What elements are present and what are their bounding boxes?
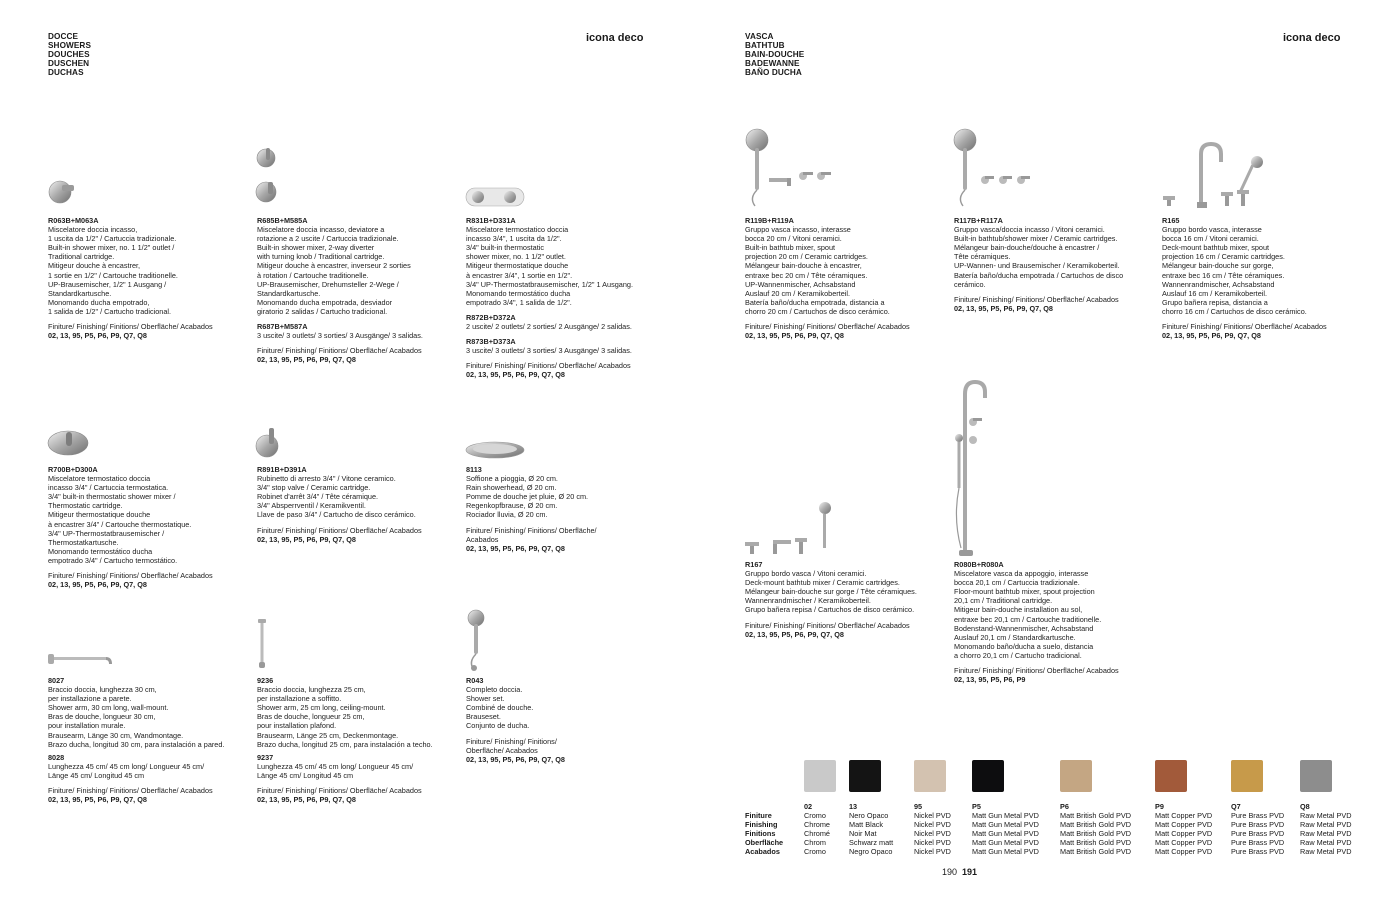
description-line: Gruppo bordo vasca, interasse — [1162, 225, 1262, 235]
description-line: Floor-mount bathtub mixer, spout projection — [954, 587, 1095, 597]
brand-title: icona deco — [1283, 32, 1341, 44]
category-line: VASCA — [745, 32, 774, 41]
product-code: R119B+R119A — [745, 216, 794, 225]
finish-swatch-02 — [804, 760, 836, 792]
product-code: 8027 — [48, 676, 65, 685]
bathtub-wall-set-image — [743, 126, 837, 210]
finishing-label: Finiture/ Finishing/ Finitions/ Oberfläche/ Acabados — [48, 322, 213, 332]
finish-code: Q8 — [1300, 802, 1310, 811]
description-line: Shower set. — [466, 694, 505, 704]
finish-name: Matt British Gold PVD — [1060, 847, 1131, 857]
product-r080b — [954, 560, 1119, 684]
finish-text-p5 — [972, 802, 1039, 857]
thermostatic-mixer-image — [46, 428, 90, 458]
deck-mount-set-image — [743, 494, 833, 556]
description-line: Brazo ducha, longitud 30 cm, para instalación a pared. — [48, 739, 225, 749]
ceiling-arm-image — [256, 618, 268, 670]
product-r891b — [257, 465, 422, 544]
finishing-codes: 02, 13, 95, P5, P6, P9 — [954, 675, 1026, 685]
product-r167 — [745, 560, 917, 639]
finish-language-label: Oberfläche — [745, 838, 784, 848]
finishing-label: Acabados — [466, 534, 499, 544]
finish-language-label: Acabados — [745, 847, 780, 857]
description-line: chorro 16 cm / Cartuchos de disco cerámico. — [1162, 306, 1307, 316]
description-line: incasso 3/4", 1 uscita da 1/2". — [466, 234, 562, 244]
description-line: Miscelatore termostatico doccia — [48, 474, 151, 484]
description-line: Lunghezza 45 cm/ 45 cm long/ Longueur 45 cm/ — [48, 761, 205, 771]
finish-name: Matt Gun Metal PVD — [972, 847, 1039, 857]
finish-name: Negro Opaco — [849, 847, 893, 857]
finish-code: P9 — [1155, 802, 1164, 811]
category-heading — [745, 32, 804, 77]
shower-arm-image — [46, 648, 116, 670]
finish-name: Pure Brass PVD — [1231, 811, 1285, 821]
description-line: Bras de douche, longueur 30 cm, — [48, 712, 156, 722]
finish-name: Nero Opaco — [849, 811, 889, 821]
description-line: 3/4" built-in thermostatic — [466, 243, 545, 253]
finishing-label: Finiture/ Finishing/ Finitions/ Oberfläche/ Acabados — [745, 620, 910, 630]
description-line: Thermostatic cartridge. — [48, 501, 123, 511]
finish-name: Raw Metal PVD — [1300, 811, 1352, 821]
description-line: UP-Brausemischer, 1/2" 1 Ausgang / — [48, 279, 167, 289]
finishing-label: Finiture/ Finishing/ Finitions/ Oberfläche/ Acabados — [257, 346, 422, 356]
description-line: Mitigeur thermostatique douche — [466, 261, 569, 271]
description-line: Miscelatore vasca da appoggio, interasse — [954, 569, 1089, 579]
description-line: Wannenrandmischer / Keramikoberteil. — [745, 596, 871, 606]
finish-swatch-p6 — [1060, 760, 1092, 792]
description-line: Mitigeur thermostatique douche — [48, 510, 151, 520]
description-line: Rubinetto di arresto 3/4" / Vitone ceramico. — [257, 474, 396, 484]
finish-code: Q7 — [1231, 802, 1241, 811]
description-line: 20,1 cm / Traditional cartridge. — [954, 596, 1053, 606]
product-code: R167 — [745, 560, 763, 569]
finishing-codes: 02, 13, 95, P5, P6, P9, Q7, Q8 — [257, 795, 356, 805]
finish-text-q8 — [1300, 802, 1352, 857]
description-line: projection 20 cm / Ceramic cartridges. — [745, 252, 868, 262]
finishing-label: Finiture/ Finishing/ Finitions/ Oberfläche/ Acabados — [257, 786, 422, 796]
description-line: Braccio doccia, lunghezza 30 cm, — [48, 685, 157, 695]
description-line: Monomando ducha empotrado, — [48, 297, 150, 307]
category-line: DOUCHES — [48, 50, 90, 59]
finish-text-02 — [804, 802, 830, 857]
description-line: cerámico. — [954, 279, 986, 289]
product-r165 — [1162, 216, 1327, 340]
product-9236 — [257, 676, 433, 804]
category-line: DUCHAS — [48, 68, 84, 77]
category-line: DUSCHEN — [48, 59, 90, 68]
description-line: Mitigeur douche à encastrer, — [48, 261, 141, 271]
description-line: Deck-mount bathtub mixer, spout — [1162, 243, 1270, 253]
product-8027 — [48, 676, 224, 804]
description-line: Mélangeur bain-douche sur gorge, — [1162, 261, 1274, 271]
finishing-codes: 02, 13, 95, P5, P6, P9, Q7, Q8 — [48, 580, 147, 590]
product-code: R873B+D373A — [466, 337, 516, 347]
finish-name: Matt Copper PVD — [1155, 811, 1213, 821]
finishing-codes: 02, 13, 95, P5, P6, P9, Q7, Q8 — [745, 629, 844, 639]
finish-name: Pure Brass PVD — [1231, 820, 1285, 830]
finish-name: Nickel PVD — [914, 838, 951, 848]
finish-name: Pure Brass PVD — [1231, 838, 1285, 848]
description-line: Batería baño/ducha empotrada, distancia a — [745, 297, 885, 307]
description-line: Bodenstand-Wannenmischer, Achsabstand — [954, 623, 1094, 633]
finishing-label: Finiture/ Finishing/ Finitions/ Oberfläche/ Acabados — [954, 666, 1119, 676]
description-line: chorro 20 cm / Cartuchos de disco cerámico. — [745, 306, 890, 316]
description-line: à encastrer 3/4" / Cartouche thermostatique. — [48, 519, 192, 529]
category-line: DOCCE — [48, 32, 79, 41]
description-line: Thermostatkartusche. — [48, 537, 119, 547]
finishing-label: Oberfläche/ Acabados — [466, 745, 538, 755]
finishes-legend — [745, 760, 1385, 860]
finish-name: Chrome — [804, 820, 830, 830]
description-line: Traditional cartridge. — [48, 252, 115, 262]
description-line: à rotation / Cartouche traditionelle. — [257, 270, 369, 280]
description-line: Mitigeur bain-douche installation au sol, — [954, 605, 1083, 615]
finish-language-label: Finitions — [745, 829, 776, 839]
description-line: 3/4" UP-Thermostatbrausemischer / — [48, 528, 165, 538]
description-line: Robinet d'arrêt 3/4" / Tête céramique. — [257, 492, 379, 502]
description-line: Shower arm, 25 cm long, ceiling-mount. — [257, 703, 386, 713]
product-code: 9237 — [257, 752, 274, 762]
product-code: 9236 — [257, 676, 274, 685]
description-line: Wannenrandmischer, Achsabstand — [1162, 279, 1275, 289]
description-line: Conjunto de ducha. — [466, 721, 530, 731]
wall-mixer-image — [46, 176, 80, 210]
product-8113 — [466, 465, 597, 553]
bathtub-shower-set-image — [951, 126, 1037, 210]
finish-name: Chrom — [804, 838, 826, 848]
finish-swatch-q7 — [1231, 760, 1263, 792]
finish-name: Matt British Gold PVD — [1060, 811, 1131, 821]
finish-name: Raw Metal PVD — [1300, 820, 1352, 830]
description-line: Auslauf 20 cm / Keramikoberteil. — [745, 288, 851, 298]
page-number-right: 191 — [962, 867, 978, 877]
finishing-codes: 02, 13, 95, P5, P6, P9, Q7, Q8 — [48, 795, 147, 805]
finishing-label: Finiture/ Finishing/ Finitions/ Oberfläche/ Acabados — [466, 361, 631, 371]
finishing-codes: 02, 13, 95, P5, P6, P9, Q7, Q8 — [954, 303, 1053, 313]
description-line: Gruppo vasca incasso, interasse — [745, 225, 851, 235]
description-line: Miscelatore doccia incasso, — [48, 225, 138, 235]
product-code: R165 — [1162, 216, 1180, 225]
description-line: UP-Wannen- und Brausemischer / Keramikoberteil. — [954, 261, 1120, 271]
description-line: per installazione a soffitto. — [257, 694, 342, 704]
description-line: bocca 20 cm / Vitoni ceramici. — [745, 234, 842, 244]
finish-name: Matt British Gold PVD — [1060, 820, 1131, 830]
finish-name: Nickel PVD — [914, 847, 951, 857]
description-line: bocca 16 cm / Vitoni ceramici. — [1162, 234, 1259, 244]
description-line: Mélangeur bain-douche à encastrer, — [745, 261, 862, 271]
finish-name: Matt Gun Metal PVD — [972, 829, 1039, 839]
description-line: UP-Brausemischer, Drehumsteller 2-Wege / — [257, 279, 399, 289]
finish-name: Cromo — [804, 847, 826, 857]
description-line: Built-in bathtub mixer, spout — [745, 243, 836, 253]
finishing-codes: 02, 13, 95, P5, P6, P9, Q7, Q8 — [257, 355, 356, 365]
description-line: rotazione a 2 uscite / Cartuccia tradizionale. — [257, 234, 399, 244]
description-line: Built-in bathtub/shower mixer / Ceramic cartridges. — [954, 234, 1118, 244]
description-line: Grupo bañera repisa / Cartuchos de disco cerámico. — [745, 605, 915, 615]
description-line: Mélangeur bain-douche/douche à encastrer / — [954, 243, 1100, 253]
description-line: Länge 45 cm/ Longitud 45 cm — [257, 770, 354, 780]
finish-text-13 — [849, 802, 893, 857]
finishing-label: Finiture/ Finishing/ Finitions/ — [466, 736, 557, 746]
description-line: 1 sortie en 1/2" / Cartouche traditionelle. — [48, 270, 178, 280]
product-code: 8028 — [48, 752, 65, 762]
page-number-left: 190 — [942, 867, 958, 877]
finish-code: 95 — [914, 802, 923, 811]
finish-name: Matt Black — [849, 820, 884, 830]
description-line: projection 16 cm / Ceramic cartridges. — [1162, 252, 1285, 262]
finishing-codes: 02, 13, 95, P5, P6, P9, Q7, Q8 — [257, 534, 356, 544]
description-line: Miscelatore termostatico doccia — [466, 225, 569, 235]
category-line: BAÑO DUCHA — [745, 68, 802, 77]
product-code: R685B+M585A — [257, 216, 308, 225]
description-line: Pomme de douche jet pluie, Ø 20 cm. — [466, 492, 589, 502]
finish-swatch-95 — [914, 760, 946, 792]
finishing-codes: 02, 13, 95, P5, P6, P9, Q7, Q8 — [1162, 331, 1261, 341]
finish-name: Matt Copper PVD — [1155, 838, 1213, 848]
description-line: Miscelatore doccia incasso, deviatore a — [257, 225, 385, 235]
finish-name: Nickel PVD — [914, 820, 951, 830]
diverter-mixer-image — [254, 140, 284, 212]
finish-text-q7 — [1231, 802, 1284, 857]
finish-text-p6 — [1060, 802, 1131, 857]
description-line: Mélangeur bain-douche sur gorge / Tête céramiques. — [745, 587, 917, 597]
description-line: 3/4" built-in thermostatic shower mixer / — [48, 492, 176, 502]
product-code: R117B+R117A — [954, 216, 1003, 225]
description-line: Built-in shower mixer, 2-way diverter — [257, 243, 375, 253]
description-line: incasso 3/4" / Cartuccia termostatica. — [48, 483, 169, 493]
product-r043 — [466, 676, 565, 764]
description-line: 3/4" stop valve / Ceramic cartridge. — [257, 483, 371, 493]
description-line: 3 uscite/ 3 outlets/ 3 sorties/ 3 Ausgänge/ 3 salidas. — [466, 346, 632, 356]
description-line: entraxe bec 20 cm / Tête céramiques. — [745, 270, 868, 280]
description-line: Brausearm, Länge 30 cm, Wandmontage. — [48, 730, 184, 740]
product-code: R891B+D391A — [257, 465, 307, 474]
product-r700b — [48, 465, 213, 589]
description-line: Regenkopfbrause, Ø 20 cm. — [466, 501, 558, 511]
description-line: pour installation plafond. — [257, 721, 337, 731]
rain-showerhead-image — [464, 438, 526, 460]
description-line: Batería baño/ducha empotrada / Cartuchos de disco — [954, 270, 1124, 280]
product-code: R043 — [466, 676, 484, 685]
finishing-codes: 02, 13, 95, P5, P6, P9, Q7, Q8 — [745, 331, 844, 341]
category-line: BADEWANNE — [745, 59, 800, 68]
description-line: Standardkartusche. — [257, 288, 321, 298]
product-code: R687B+M587A — [257, 322, 308, 332]
description-line: Gruppo vasca/doccia incasso / Vitoni ceramici. — [954, 225, 1105, 235]
finish-name: Pure Brass PVD — [1231, 847, 1285, 857]
description-line: 1 salida de 1/2" / Cartucho tradicional. — [48, 306, 172, 316]
description-line: per installazione a parete. — [48, 694, 132, 704]
finish-language-label: Finiture — [745, 811, 772, 820]
description-line: Mitigeur douche à encastrer, inverseur 2 sorties — [257, 261, 411, 271]
product-code: R080B+R080A — [954, 560, 1004, 569]
product-code: R872B+D372A — [466, 312, 516, 322]
finish-name: Nickel PVD — [914, 829, 951, 839]
finish-name: Matt Gun Metal PVD — [972, 838, 1039, 848]
description-line: empotrado 3/4" / Cartucho termostático. — [48, 555, 178, 565]
finish-name: Raw Metal PVD — [1300, 829, 1352, 839]
description-line: entraxe bec 20,1 cm / Cartouche traditionelle. — [954, 614, 1102, 624]
description-line: shower mixer, no. 1 1/2" outlet. — [466, 252, 566, 262]
finish-name: Schwarz matt — [849, 838, 894, 848]
description-line: Rociador lluvia, Ø 20 cm. — [466, 510, 548, 520]
finishing-label: Finiture/ Finishing/ Finitions/ Oberfläche/ — [466, 525, 597, 535]
description-line: a chorro 20,1 cm / Cartucho tradicional. — [954, 650, 1082, 660]
finish-name: Matt British Gold PVD — [1060, 829, 1131, 839]
product-code: R700B+D300A — [48, 465, 98, 474]
description-line: UP-Wannenmischer, Achsabstand — [745, 279, 856, 289]
description-line: Bras de douche, longueur 25 cm, — [257, 712, 365, 722]
product-code: R063B+M063A — [48, 216, 99, 225]
category-line: BAIN-DOUCHE — [745, 50, 805, 59]
description-line: Tête céramiques. — [954, 252, 1011, 262]
finish-name: Matt Gun Metal PVD — [972, 811, 1039, 821]
description-line: Braccio doccia, lunghezza 25 cm, — [257, 685, 366, 695]
description-line: Länge 45 cm/ Longitud 45 cm — [48, 770, 145, 780]
description-line: giratorio 2 salidas / Cartucho tradicional. — [257, 306, 388, 316]
finishing-label: Finiture/ Finishing/ Finitions/ Oberfläche/ Acabados — [48, 786, 213, 796]
finish-text-95 — [914, 802, 951, 857]
finish-name: Raw Metal PVD — [1300, 838, 1352, 848]
finish-code: 13 — [849, 802, 858, 811]
finish-name: Noir Mat — [849, 829, 877, 839]
description-line: Lunghezza 45 cm/ 45 cm long/ Longueur 45 cm/ — [257, 761, 414, 771]
description-line: Soffione a pioggia, Ø 20 cm. — [466, 474, 558, 484]
description-line: Combiné de douche. — [466, 703, 534, 713]
finishing-codes: 02, 13, 95, P5, P6, P9, Q7, Q8 — [48, 331, 147, 341]
category-line: BATHTUB — [745, 41, 785, 50]
finishing-label: Finiture/ Finishing/ Finitions/ Oberfläche/ Acabados — [48, 571, 213, 581]
description-line: Rain showerhead, Ø 20 cm. — [466, 483, 557, 493]
finish-name: Matt Copper PVD — [1155, 820, 1213, 830]
finishing-codes: 02, 13, 95, P5, P6, P9, Q7, Q8 — [466, 754, 565, 764]
description-line: Monomando termostático ducha — [48, 546, 153, 556]
finish-name: Chromé — [804, 829, 830, 839]
finishing-codes: 02, 13, 95, P5, P6, P9, Q7, Q8 — [466, 543, 565, 553]
description-line: Brausearm, Länge 25 cm, Deckenmontage. — [257, 730, 399, 740]
finish-swatch-q8 — [1300, 760, 1332, 792]
description-line: empotrado 3/4", 1 salida de 1/2". — [466, 297, 572, 307]
description-line: 3 uscite/ 3 outlets/ 3 sorties/ 3 Ausgänge/ 3 salidas. — [257, 331, 423, 341]
finish-text-p9 — [1155, 802, 1212, 857]
description-line: 1 uscita da 1/2" / Cartuccia tradizionale. — [48, 234, 177, 244]
description-line: Brauseset. — [466, 712, 501, 722]
description-line: Llave de paso 3/4" / Cartucho de disco cerámico. — [257, 510, 416, 520]
description-line: Monomando ducha empotrada, desviador — [257, 297, 393, 307]
deck-mount-mixer-image — [1159, 140, 1269, 210]
category-line: SHOWERS — [48, 41, 92, 50]
finish-name: Nickel PVD — [914, 811, 951, 821]
finish-name: Matt Copper PVD — [1155, 829, 1213, 839]
finishing-label: Finiture/ Finishing/ Finitions/ Oberfläche/ Acabados — [954, 294, 1119, 304]
description-line: Monomando baño/ducha a suelo, distancia — [954, 641, 1094, 651]
finishing-label: Finiture/ Finishing/ Finitions/ Oberfläche/ Acabados — [745, 322, 910, 332]
finish-swatch-p9 — [1155, 760, 1187, 792]
stop-valve-image — [254, 424, 282, 460]
finish-name: Matt British Gold PVD — [1060, 838, 1131, 848]
description-line: à encastrer 3/4", 1 sortie en 1/2". — [466, 270, 573, 280]
description-line: Deck-mount bathtub mixer / Ceramic cartridges. — [745, 578, 900, 588]
finish-name: Matt Gun Metal PVD — [972, 820, 1039, 830]
finish-swatch-p5 — [972, 760, 1004, 792]
product-r119b — [745, 216, 910, 340]
product-r117b — [954, 216, 1123, 313]
thermostatic-plate-image — [464, 184, 526, 210]
finish-swatch-13 — [849, 760, 881, 792]
finish-language-label: Finishing — [745, 820, 778, 830]
finish-code: 02 — [804, 802, 813, 811]
finish-name: Raw Metal PVD — [1300, 847, 1352, 857]
description-line: Completo doccia. — [466, 685, 523, 695]
finish-code: P5 — [972, 802, 981, 811]
shower-set-image — [464, 608, 488, 672]
description-line: Built-in shower mixer, no. 1 1/2" outlet / — [48, 243, 175, 253]
product-code: 8113 — [466, 465, 482, 474]
finishing-label: Finiture/ Finishing/ Finitions/ Oberfläche/ Acabados — [257, 525, 422, 535]
description-line: entraxe bec 16 cm / Tête céramiques. — [1162, 270, 1285, 280]
finish-name: Pure Brass PVD — [1231, 829, 1285, 839]
description-line: 3/4" UP-Thermostatbrausemischer, 1/2" 1 Ausgang. — [466, 279, 634, 289]
description-line: pour installation murale. — [48, 721, 126, 731]
description-line: Gruppo bordo vasca / Vitoni ceramici. — [745, 569, 867, 579]
category-heading — [48, 32, 91, 77]
finishes-language-labels — [745, 811, 783, 856]
finish-name: Cromo — [804, 811, 826, 821]
description-line: Shower arm, 30 cm long, wall-mount. — [48, 703, 169, 713]
finish-name: Matt Copper PVD — [1155, 847, 1213, 857]
product-r831b — [466, 216, 633, 380]
description-line: bocca 20,1 cm / Cartuccia tradizionale. — [954, 578, 1080, 588]
brand-title: icona deco — [586, 32, 644, 44]
description-line: Brazo ducha, longitud 25 cm, para instalación a techo. — [257, 739, 433, 749]
description-line: 3/4" Absperrventil / Keramikventil. — [257, 501, 366, 511]
description-line: with turning knob / Traditional cartridge. — [257, 252, 385, 262]
description-line: Auslauf 16 cm / Keramikoberteil. — [1162, 288, 1268, 298]
description-line: Monomando termostático ducha — [466, 288, 571, 298]
finishing-label: Finiture/ Finishing/ Finitions/ Oberfläche/ Acabados — [1162, 322, 1327, 332]
description-line: 2 uscite/ 2 outlets/ 2 sorties/ 2 Ausgänge/ 2 salidas. — [466, 322, 632, 332]
product-code: R831B+D331A — [466, 216, 516, 225]
product-r685b — [257, 216, 423, 364]
floor-mount-mixer-image — [951, 378, 997, 558]
description-line: Grupo bañera repisa, distancia a — [1162, 297, 1268, 307]
description-line: Auslauf 20,1 cm / Standardkartusche. — [954, 632, 1076, 642]
product-r063b — [48, 216, 213, 340]
description-line: Standardkartusche. — [48, 288, 112, 298]
finishing-codes: 02, 13, 95, P5, P6, P9, Q7, Q8 — [466, 370, 565, 380]
finish-code: P6 — [1060, 802, 1069, 811]
